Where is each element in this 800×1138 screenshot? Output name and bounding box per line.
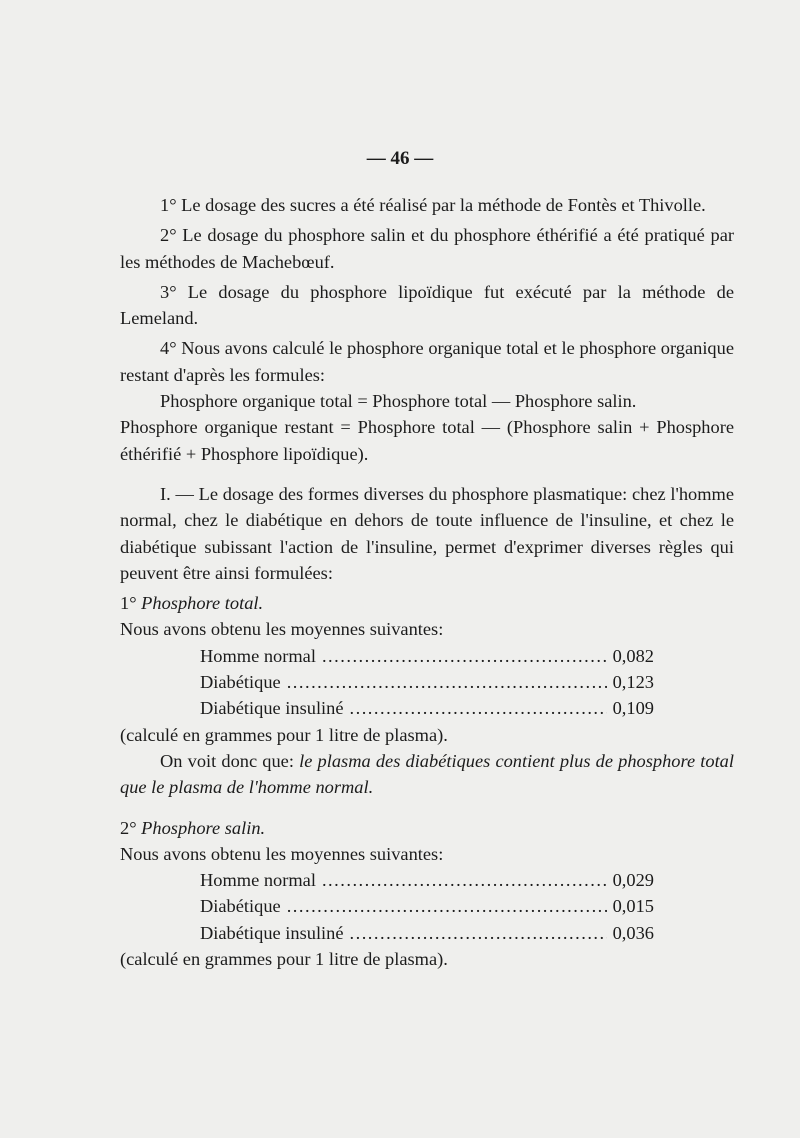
method-paragraph-3: 3° Le dosage du phosphore lipoïdique fut exécuté par la méthode de Lemeland.	[120, 281, 734, 329]
leader-dots	[350, 920, 607, 946]
row-label: Diabétique insuliné	[200, 698, 344, 719]
row-label: Diabétique	[200, 896, 281, 917]
conclusion-prefix: On voit donc que:	[160, 750, 294, 771]
row-value: 0,036	[612, 922, 654, 943]
total-heading-number: 1°	[120, 593, 137, 614]
salin-row-diabetic	[200, 893, 654, 919]
formula-organic-remaining: Phosphore organique restant = Phosphore total — (Phosphore salin + Phosphore éthérifié + Phosphore lipoïdique).	[120, 417, 734, 464]
leader-dots	[287, 669, 607, 695]
method-paragraph-2: 2° Le dosage du phosphore salin et du phosphore éthérifié a été pratiqué par les méthodes de Machebœuf.	[120, 225, 734, 272]
section-1-intro: I. — Le dosage des formes diverses du phosphore plasmatique: chez l'homme normal, chez le diabétique en dehors de toute influence de l'insuline, et chez le diabétique subissant l'action de l'insuline, permet d'exprimer diverses règles qui peuvent être ainsi formulées:	[120, 483, 734, 583]
salin-unit-note: (calculé en grammes pour 1 litre de plasma).	[120, 949, 448, 970]
total-lead: Nous avons obtenu les moyennes suivantes:	[120, 619, 444, 640]
total-unit-note: (calculé en grammes pour 1 litre de plasma).	[120, 724, 448, 745]
formula-organic-total: Phosphore organique total = Phosphore total — Phosphore salin.	[160, 391, 637, 412]
row-value: 0,123	[612, 672, 654, 693]
salin-heading-number: 2°	[120, 817, 137, 838]
salin-heading	[120, 815, 734, 841]
total-row-normal	[200, 643, 654, 669]
total-heading	[120, 590, 734, 616]
method-paragraph-4: 4° Nous avons calculé le phosphore organique total et le phosphore organique restant d'après les formules:	[120, 338, 734, 385]
row-value: 0,082	[612, 645, 654, 666]
salin-lead: Nous avons obtenu les moyennes suivantes:	[120, 843, 444, 864]
row-label: Diabétique	[200, 672, 281, 693]
salin-heading-title: Phosphore salin.	[141, 817, 266, 838]
leader-dots	[322, 643, 607, 669]
row-value: 0,029	[612, 870, 654, 891]
total-heading-title: Phosphore total.	[141, 593, 264, 614]
row-label: Homme normal	[200, 870, 316, 891]
leader-dots	[287, 893, 607, 919]
total-row-diabetic	[200, 669, 654, 695]
leader-dots	[322, 867, 607, 893]
leader-dots	[350, 695, 607, 721]
total-row-insulin	[200, 695, 654, 721]
method-paragraph-1: 1° Le dosage des sucres a été réalisé par la méthode de Fontès et Thivolle.	[160, 195, 706, 215]
row-value: 0,015	[612, 896, 654, 917]
page-body	[120, 192, 734, 972]
page-number: — 46 —	[366, 148, 434, 169]
salin-row-normal	[200, 867, 654, 893]
conclusion-italic: le plasma des diabétiques contient plus de phosphore total que le plasma de l'homme normal.	[120, 750, 734, 798]
row-value: 0,109	[612, 698, 654, 719]
row-label: Homme normal	[200, 645, 316, 666]
row-label: Diabétique insuliné	[200, 922, 344, 943]
total-conclusion	[120, 748, 734, 801]
salin-row-insulin	[200, 920, 654, 946]
